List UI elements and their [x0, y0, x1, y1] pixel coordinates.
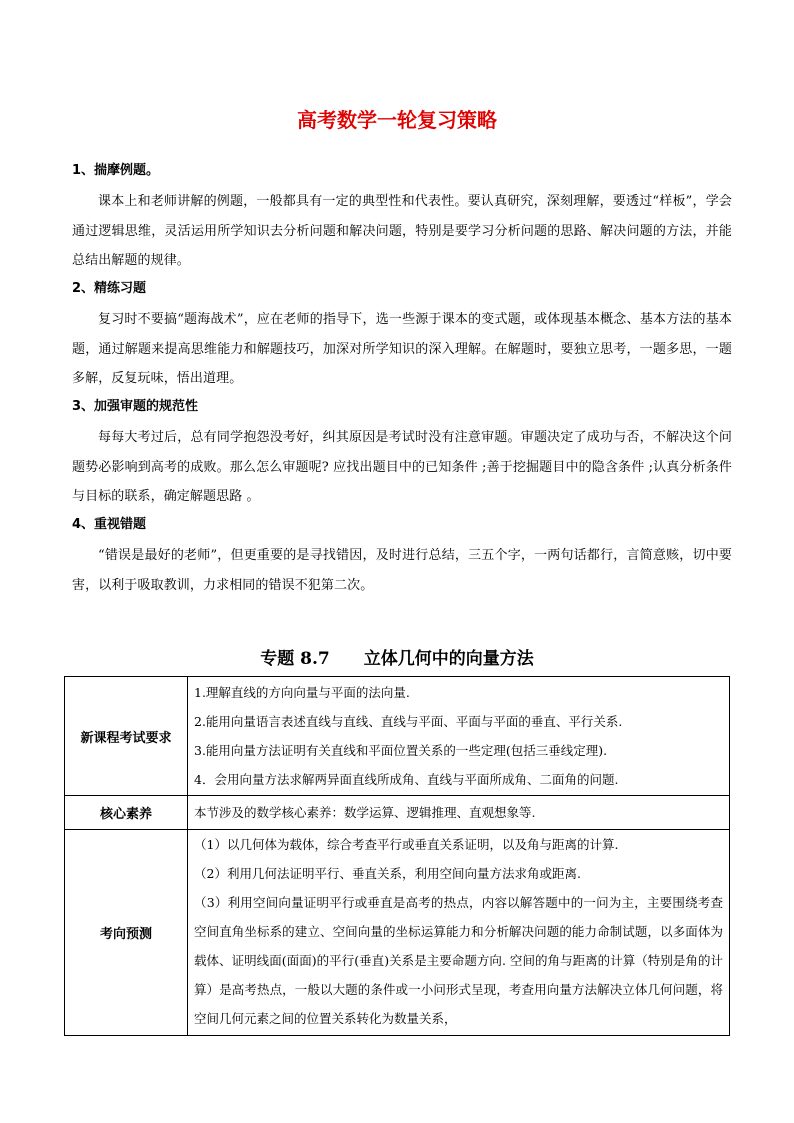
row-label: 新课程考试要求 [65, 677, 188, 796]
forecast-cell [188, 830, 730, 1036]
topic-title [0, 644, 794, 669]
row-label: 考向预测 [65, 830, 188, 1036]
section-wrong-answers [72, 514, 732, 600]
section-heading: 1、揣摩例题。 [72, 163, 160, 178]
section-heading: 2、精练习题 [72, 281, 147, 296]
section-paragraph: 每每大考过后，总有同学抱怨没考好，纠其原因是考试时没有注意审题。审题决定了成功与否，不解决这个问题势必影响到高考的成败。那么怎么审题呢? 应找出题目中的已知条件 ;善于挖掘题目中的隐含条件 ;认真分析条件与目标的联系，确定解题思路 。 [72, 430, 732, 504]
list-item: （2）利用几何法证明平行、垂直关系，利用空间向量方法求角或距离. [194, 866, 581, 881]
table-row [65, 830, 730, 1036]
section-study-examples [72, 160, 732, 276]
row-label: 核心素养 [65, 796, 188, 830]
section-paragraph: 课本上和老师讲解的例题，一般都具有一定的典型性和代表性。要认真研究，深刻理解，要透过“样板”，学会通过逻辑思维，灵活运用所学知识去分析问题和解决问题，特别是要学习分析问题的思路、解决问题的方法，并能总结出解题的规律。 [72, 194, 732, 268]
table-row [65, 796, 730, 830]
section-practice-exercises [72, 278, 732, 394]
list-item: 4．会用向量方法求解两异面直线所成角、直线与平面所成角、二面角的问题. [194, 772, 619, 787]
list-item: 3.能用向量方法证明有关直线和平面位置关系的一些定理(包括三垂线定理). [194, 743, 608, 758]
requirements-cell [188, 677, 730, 796]
list-item: 2.能用向量语言表述直线与直线、直线与平面、平面与平面的垂直、平行关系. [194, 714, 623, 729]
list-item: 1.理解直线的方向向量与平面的法向量. [194, 685, 410, 700]
core-cell [188, 796, 730, 830]
topic-number: 专题 8.7 [260, 649, 330, 669]
topic-name: 立体几何中的向量方法 [363, 649, 534, 669]
requirements-table [64, 676, 730, 1036]
section-paragraph: 复习时不要搞“题海战术”，应在老师的指导下，选一些源于课本的变式题，或体现基本概念、基本方法的基本题，通过解题来提高思维能力和解题技巧，加深对所学知识的深入理解。在解题时，要独立思考，一题多思，一题多解，反复玩味，悟出道理。 [72, 312, 732, 386]
section-heading: 3、加强审题的规范性 [72, 399, 199, 414]
table-row [65, 677, 730, 796]
core-text: 本节涉及的数学核心素养：数学运算、逻辑推理、直观想象等. [194, 805, 536, 820]
page-title: 高考数学一轮复习策略 [297, 108, 497, 132]
section-reading-questions [72, 396, 732, 512]
list-item: （3）利用空间向量证明平行或垂直是高考的热点，内容以解答题中的一问为主，主要围绕考查空间直角坐标系的建立、空间向量的坐标运算能力和分析解决问题的能力命制试题，以多面体为载体、证明线面(面面)的平行(垂直)关系是主要命题方向. 空间的角与距离的计算（特别是角的计算）是高考热点，一般以大题的条件或一小问形式呈现，考查用向量方法解决立体几何问题，将空间几何元素之间的位置关系转化为数量关系， [194, 895, 723, 1026]
list-item: （1）以几何体为载体，综合考查平行或垂直关系证明，以及角与距离的计算. [194, 837, 619, 852]
section-paragraph: “错误是最好的老师”，但更重要的是寻找错因，及时进行总结，三五个字，一两句话都行，言简意赅，切中要害，以利于吸取教训，力求相同的错误不犯第二次。 [72, 548, 732, 593]
section-heading: 4、重视错题 [72, 517, 147, 532]
